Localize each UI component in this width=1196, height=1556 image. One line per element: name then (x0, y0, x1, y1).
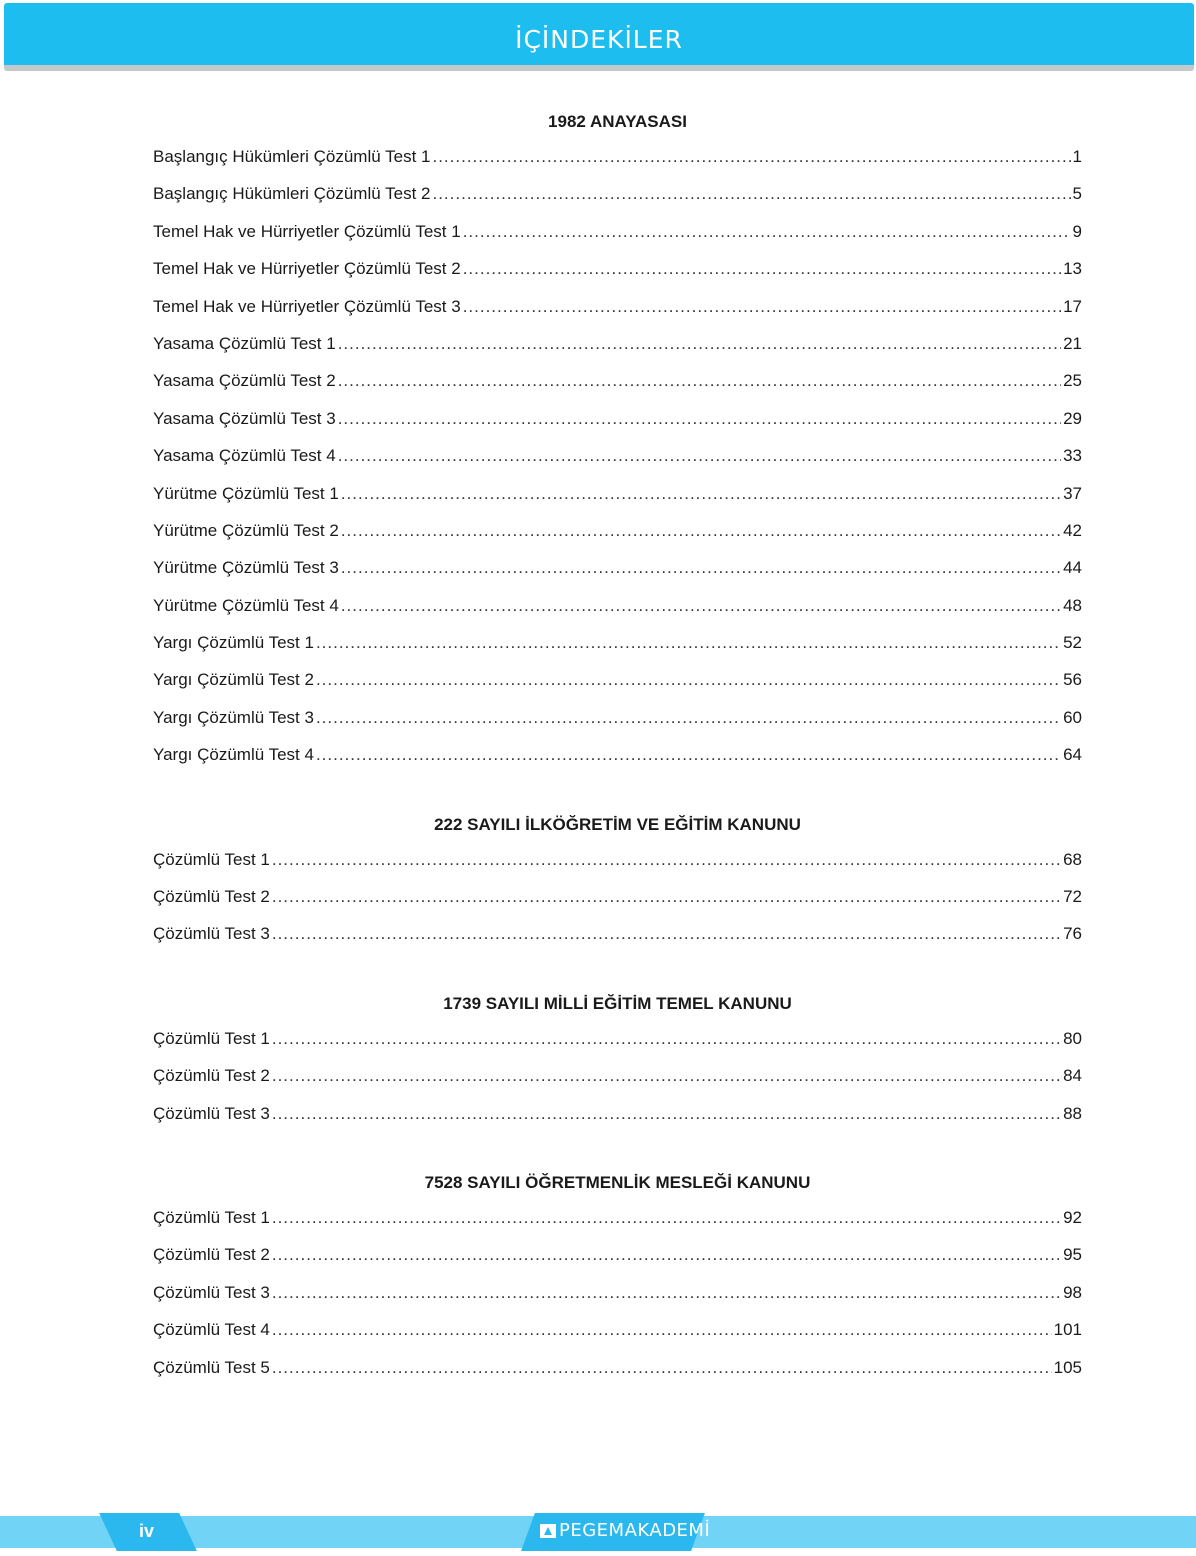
dot-leader (338, 371, 1061, 391)
entry-page-number: 25 (1063, 371, 1082, 391)
entry-title: Çözümlü Test 4 (153, 1320, 270, 1340)
toc-entry[interactable] (153, 334, 1082, 371)
dot-leader (272, 1208, 1061, 1228)
section-title: 7528 SAYILI ÖĞRETMENLİK MESLEĞİ KANUNU (424, 1172, 811, 1192)
entry-page-number: 56 (1063, 670, 1082, 690)
entry-page-number: 37 (1063, 483, 1082, 503)
dot-leader (338, 409, 1061, 429)
dot-leader (316, 633, 1061, 653)
dot-leader (341, 521, 1061, 541)
section-title: 222 SAYILI İLKÖĞRETİM VE EĞİTİM KANUNU (434, 814, 801, 834)
dot-leader (432, 184, 1070, 204)
entry-page-number: 29 (1063, 408, 1082, 428)
entry-page-number: 92 (1063, 1207, 1082, 1227)
toc-entry[interactable] (153, 1208, 1082, 1245)
toc-entry[interactable] (153, 297, 1082, 334)
publisher-name: PEGEMAKADEMİ (559, 1520, 711, 1541)
entry-title: Yargı Çözümlü Test 2 (153, 670, 314, 690)
entry-title: Temel Hak ve Hürriyetler Çözümlü Test 1 (153, 221, 461, 241)
toc-entry[interactable] (153, 1066, 1082, 1103)
entry-title: Yasama Çözümlü Test 1 (153, 333, 336, 353)
dot-leader (432, 147, 1070, 167)
entry-page-number: 48 (1063, 595, 1082, 615)
toc-section (153, 1171, 1082, 1395)
toc-entry[interactable] (153, 708, 1082, 745)
dot-leader (272, 850, 1061, 870)
toc-entry[interactable] (153, 222, 1082, 259)
entry-page-number: 33 (1063, 446, 1082, 466)
dot-leader (338, 334, 1061, 354)
dot-leader (463, 297, 1061, 317)
toc-entry[interactable] (153, 446, 1082, 483)
section-title: 1739 SAYILI MİLLİ EĞİTİM TEMEL KANUNU (443, 993, 792, 1013)
toc-entry[interactable] (153, 887, 1082, 924)
toc-entry[interactable] (153, 850, 1082, 887)
toc-entry[interactable] (153, 259, 1082, 296)
dot-leader (272, 1104, 1061, 1124)
entry-page-number: 105 (1053, 1357, 1082, 1377)
entry-title: Çözümlü Test 3 (153, 1103, 270, 1123)
dot-leader (272, 924, 1061, 944)
toc-entry[interactable] (153, 371, 1082, 408)
dot-leader (316, 708, 1061, 728)
toc-entry[interactable] (153, 484, 1082, 521)
entry-page-number: 60 (1063, 707, 1082, 727)
dot-leader (338, 446, 1061, 466)
dot-leader (463, 259, 1061, 279)
toc-entry[interactable] (153, 1283, 1082, 1320)
dot-leader (272, 1358, 1052, 1378)
toc-entry[interactable] (153, 1245, 1082, 1282)
entry-title: Çözümlü Test 5 (153, 1357, 270, 1377)
dot-leader (272, 1029, 1061, 1049)
entry-page-number: 5 (1072, 184, 1082, 204)
entry-title: Yürütme Çözümlü Test 1 (153, 483, 339, 503)
dot-leader (272, 887, 1061, 907)
toc-entry[interactable] (153, 184, 1082, 221)
entry-title: Yargı Çözümlü Test 3 (153, 707, 314, 727)
section-title: 1982 ANAYASASI (548, 112, 687, 131)
entry-title: Çözümlü Test 3 (153, 924, 270, 944)
toc-entry[interactable] (153, 745, 1082, 782)
entry-title: Temel Hak ve Hürriyetler Çözümlü Test 2 (153, 259, 461, 279)
toc-entry[interactable] (153, 633, 1082, 670)
toc-entry[interactable] (153, 558, 1082, 595)
entry-page-number: 98 (1063, 1282, 1082, 1302)
entry-page-number: 13 (1063, 259, 1082, 279)
entry-title: Yürütme Çözümlü Test 2 (153, 520, 339, 540)
entry-title: Çözümlü Test 1 (153, 1028, 270, 1048)
entry-page-number: 17 (1063, 296, 1082, 316)
publisher-logo (540, 1520, 710, 1541)
entry-title: Yargı Çözümlü Test 4 (153, 745, 314, 765)
publisher-logo-icon (540, 1524, 556, 1538)
entry-title: Çözümlü Test 1 (153, 849, 270, 869)
toc-entry[interactable] (153, 409, 1082, 446)
toc-entry[interactable] (153, 670, 1082, 707)
toc-entry[interactable] (153, 1029, 1082, 1066)
entry-page-number: 1 (1072, 147, 1082, 166)
entry-page-number: 80 (1063, 1028, 1082, 1048)
toc-entry[interactable] (153, 596, 1082, 633)
toc-entry[interactable] (153, 924, 1082, 961)
entry-title: Yargı Çözümlü Test 1 (153, 633, 314, 653)
page-title: İÇİNDEKİLER (515, 25, 683, 54)
entry-page-number: 95 (1063, 1245, 1082, 1265)
entry-title: Başlangıç Hükümleri Çözümlü Test 1 (153, 147, 431, 166)
toc-entry[interactable] (153, 1104, 1082, 1141)
entry-title: Başlangıç Hükümleri Çözümlü Test 2 (153, 184, 431, 204)
dot-leader (341, 558, 1061, 578)
entry-title: Yürütme Çözümlü Test 3 (153, 558, 339, 578)
entry-page-number: 21 (1063, 333, 1082, 353)
dot-leader (316, 745, 1061, 765)
dot-leader (341, 596, 1061, 616)
dot-leader (272, 1283, 1061, 1303)
dot-leader (272, 1066, 1061, 1086)
toc-entry[interactable] (153, 1320, 1082, 1357)
page-number: iv (139, 1521, 155, 1541)
toc-section (153, 992, 1082, 1141)
entry-page-number: 101 (1053, 1320, 1082, 1340)
entry-page-number: 64 (1063, 745, 1082, 765)
entry-page-number: 9 (1072, 221, 1082, 241)
entry-title: Yasama Çözümlü Test 2 (153, 371, 336, 391)
toc-entry[interactable] (153, 521, 1082, 558)
entry-title: Çözümlü Test 2 (153, 1245, 270, 1265)
table-of-contents (153, 110, 1082, 1425)
entry-page-number: 88 (1063, 1103, 1082, 1123)
page-header (4, 3, 1194, 71)
dot-leader (341, 484, 1061, 504)
entry-title: Çözümlü Test 3 (153, 1282, 270, 1302)
entry-title: Yasama Çözümlü Test 3 (153, 408, 336, 428)
entry-page-number: 72 (1063, 887, 1082, 907)
toc-section (153, 813, 1082, 962)
entry-page-number: 76 (1063, 924, 1082, 944)
dot-leader (463, 222, 1071, 242)
toc-section (153, 110, 1082, 783)
dot-leader (272, 1320, 1052, 1340)
entry-page-number: 44 (1063, 558, 1082, 578)
entry-page-number: 84 (1063, 1066, 1082, 1086)
toc-entry[interactable] (153, 1358, 1082, 1395)
entry-title: Temel Hak ve Hürriyetler Çözümlü Test 3 (153, 296, 461, 316)
entry-page-number: 52 (1063, 633, 1082, 653)
entry-title: Yürütme Çözümlü Test 4 (153, 595, 339, 615)
toc-entry[interactable] (153, 147, 1082, 184)
entry-title: Çözümlü Test 2 (153, 887, 270, 907)
entry-title: Çözümlü Test 1 (153, 1207, 270, 1227)
entry-page-number: 68 (1063, 849, 1082, 869)
entry-title: Çözümlü Test 2 (153, 1066, 270, 1086)
dot-leader (272, 1245, 1061, 1265)
dot-leader (316, 670, 1061, 690)
entry-page-number: 42 (1063, 520, 1082, 540)
entry-title: Yasama Çözümlü Test 4 (153, 446, 336, 466)
